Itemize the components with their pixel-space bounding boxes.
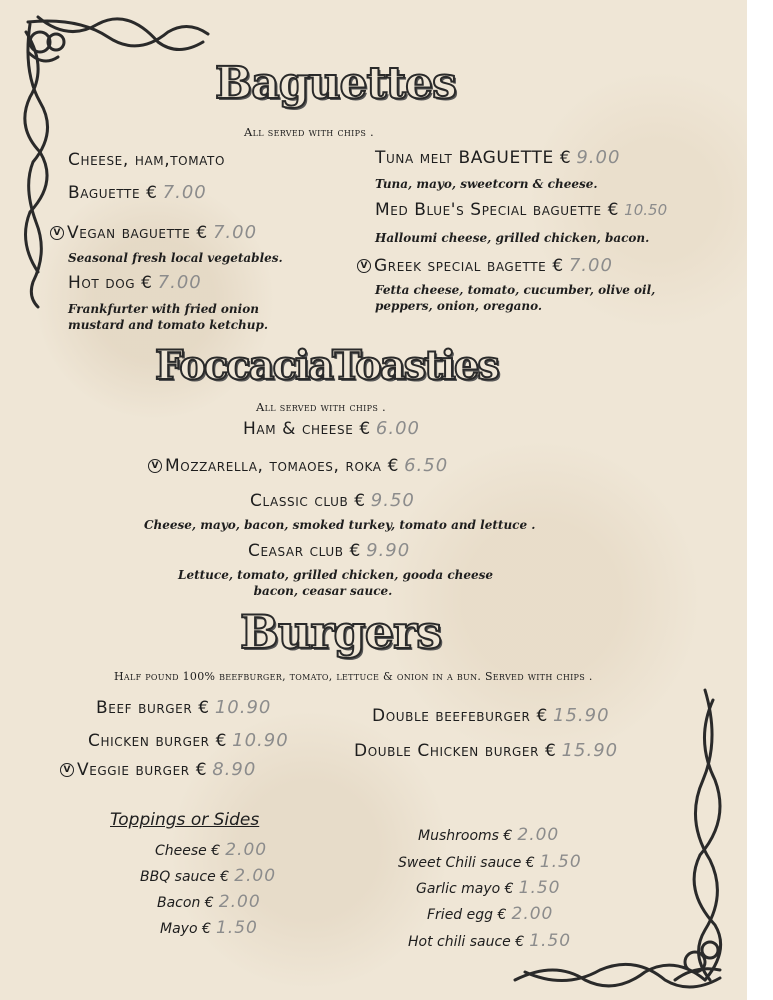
item-description: Tuna, mayo, sweetcorn & cheese. bbox=[375, 177, 598, 191]
item-name: Double beefeburger € bbox=[372, 706, 548, 726]
price: 1.50 bbox=[539, 852, 582, 872]
topping-cheese bbox=[155, 840, 267, 860]
price: 7.00 bbox=[212, 222, 258, 243]
topping-name: BBQ sauce € bbox=[140, 869, 230, 885]
foccacia-note: All served with chips . bbox=[256, 400, 387, 414]
price: 15.90 bbox=[553, 705, 610, 726]
topping-sweet-chili-sauce bbox=[398, 852, 582, 872]
item-name: Greek special bagette € bbox=[374, 256, 564, 276]
topping-mushrooms bbox=[418, 825, 559, 845]
desc-line: Lettuce, tomato, grilled chicken, gooda cheese bbox=[178, 568, 494, 582]
item-name: Baguette € bbox=[68, 183, 158, 203]
topping-name: Cheese € bbox=[155, 843, 221, 859]
burger-item-double-chicken bbox=[354, 740, 618, 761]
foccacia-item-classic-club bbox=[250, 490, 415, 511]
desc-line: Frankfurter with fried onion bbox=[68, 302, 259, 316]
vegetarian-icon: V bbox=[148, 459, 162, 473]
topping-name: Hot chili sauce € bbox=[408, 934, 525, 950]
topping-name: Sweet Chili sauce € bbox=[398, 855, 535, 871]
price: 8.90 bbox=[212, 759, 257, 780]
item-description: Cheese, mayo, bacon, smoked turkey, tomato and lettuce . bbox=[144, 518, 536, 532]
price: 9.00 bbox=[576, 147, 621, 168]
topping-name: Mayo € bbox=[160, 921, 211, 937]
price: 10.50 bbox=[624, 201, 668, 219]
item-name: Classic club € bbox=[250, 491, 366, 511]
desc-line: bacon, ceasar sauce. bbox=[253, 584, 393, 598]
baguette-item-hot-dog bbox=[68, 272, 202, 293]
item-name: Med Blue's Special baguette € bbox=[375, 200, 620, 220]
topping-name: Mushrooms € bbox=[418, 828, 513, 844]
baguette-item-greek-special bbox=[357, 255, 613, 276]
item-description: Seasonal fresh local vegetables. bbox=[68, 251, 283, 265]
item-name: Ceasar club € bbox=[248, 541, 361, 561]
burgers-title: Burgers bbox=[240, 605, 442, 659]
baguette-item-med-blues-special bbox=[375, 200, 667, 220]
vegetarian-icon: V bbox=[357, 259, 371, 273]
price: 6.00 bbox=[375, 418, 420, 439]
topping-fried-egg bbox=[427, 904, 553, 924]
price: 9.90 bbox=[366, 540, 411, 561]
page-edge bbox=[747, 0, 773, 1000]
desc-line: Fetta cheese, tomato, cucumber, olive oil, bbox=[375, 283, 656, 297]
topping-bacon bbox=[157, 892, 261, 912]
burger-item-double-beef bbox=[372, 705, 610, 726]
item-name: Mozzarella, tomaoes, roka € bbox=[165, 456, 399, 476]
price: 2.00 bbox=[225, 840, 268, 860]
toppings-title: Toppings or Sides bbox=[110, 810, 260, 830]
price: 2.00 bbox=[218, 892, 261, 912]
price: 1.50 bbox=[518, 878, 561, 898]
price: 6.50 bbox=[404, 455, 449, 476]
baguettes-note: All served with chips . bbox=[244, 125, 375, 139]
item-description: Halloumi cheese, grilled chicken, bacon. bbox=[375, 231, 650, 245]
price: 10.90 bbox=[232, 730, 289, 751]
price: 1.50 bbox=[215, 918, 258, 938]
baguettes-title: Baguettes bbox=[215, 58, 456, 109]
desc-line: peppers, onion, oregano. bbox=[375, 299, 543, 313]
price: 9.50 bbox=[370, 490, 415, 511]
topping-name: Fried egg € bbox=[427, 907, 507, 923]
item-description bbox=[178, 567, 494, 599]
item-description bbox=[375, 282, 655, 314]
price: 7.00 bbox=[157, 272, 202, 293]
burger-item-veggie bbox=[60, 759, 256, 780]
item-name: Ham & cheese € bbox=[243, 419, 371, 439]
price: 2.00 bbox=[511, 904, 554, 924]
item-name: Double Chicken burger € bbox=[354, 741, 557, 761]
price: 10.90 bbox=[214, 697, 272, 718]
price: 7.00 bbox=[568, 255, 613, 276]
topping-mayo bbox=[160, 918, 258, 938]
topping-bbq-sauce bbox=[140, 866, 276, 886]
burgers-note: Half pound 100% beefburger, tomato, lettuce & onion in a bun. Served with chips . bbox=[114, 670, 593, 683]
item-name: Chicken burger € bbox=[88, 731, 228, 751]
item-description bbox=[68, 301, 268, 333]
topping-name: Garlic mayo € bbox=[416, 881, 514, 897]
item-name: Veggie burger € bbox=[77, 760, 208, 780]
desc-line: mustard and tomato ketchup. bbox=[68, 318, 269, 332]
foccacia-item-ham-cheese bbox=[243, 418, 420, 439]
price: 7.00 bbox=[162, 182, 207, 203]
topping-name: Bacon € bbox=[157, 895, 214, 911]
price: 15.90 bbox=[561, 740, 619, 761]
price: 2.00 bbox=[517, 825, 560, 845]
burger-item-chicken bbox=[88, 730, 289, 751]
topping-hot-chili-sauce bbox=[408, 931, 571, 951]
vegetarian-icon: V bbox=[50, 226, 64, 240]
baguette-item-tuna-melt bbox=[375, 147, 620, 168]
foccacia-item-ceasar-club bbox=[248, 540, 410, 561]
baguette-item-cheese-ham-tomato-line2 bbox=[68, 182, 207, 203]
baguette-item-cheese-ham-tomato: Cheese, ham,tomato bbox=[68, 150, 226, 170]
item-name: Hot dog € bbox=[68, 273, 153, 293]
item-name: Beef burger € bbox=[96, 698, 210, 718]
burger-item-beef bbox=[96, 697, 271, 718]
foccacia-title: FoccaciaToasties bbox=[155, 342, 498, 389]
item-name: Tuna melt BAGUETTE € bbox=[375, 148, 572, 168]
price: 2.00 bbox=[234, 866, 277, 886]
item-name: Vegan baguette € bbox=[67, 223, 208, 243]
topping-garlic-mayo bbox=[416, 878, 561, 898]
price: 1.50 bbox=[529, 931, 572, 951]
baguette-item-vegan bbox=[50, 222, 257, 243]
foccacia-item-mozzarella bbox=[148, 455, 448, 476]
vegetarian-icon: V bbox=[60, 763, 74, 777]
